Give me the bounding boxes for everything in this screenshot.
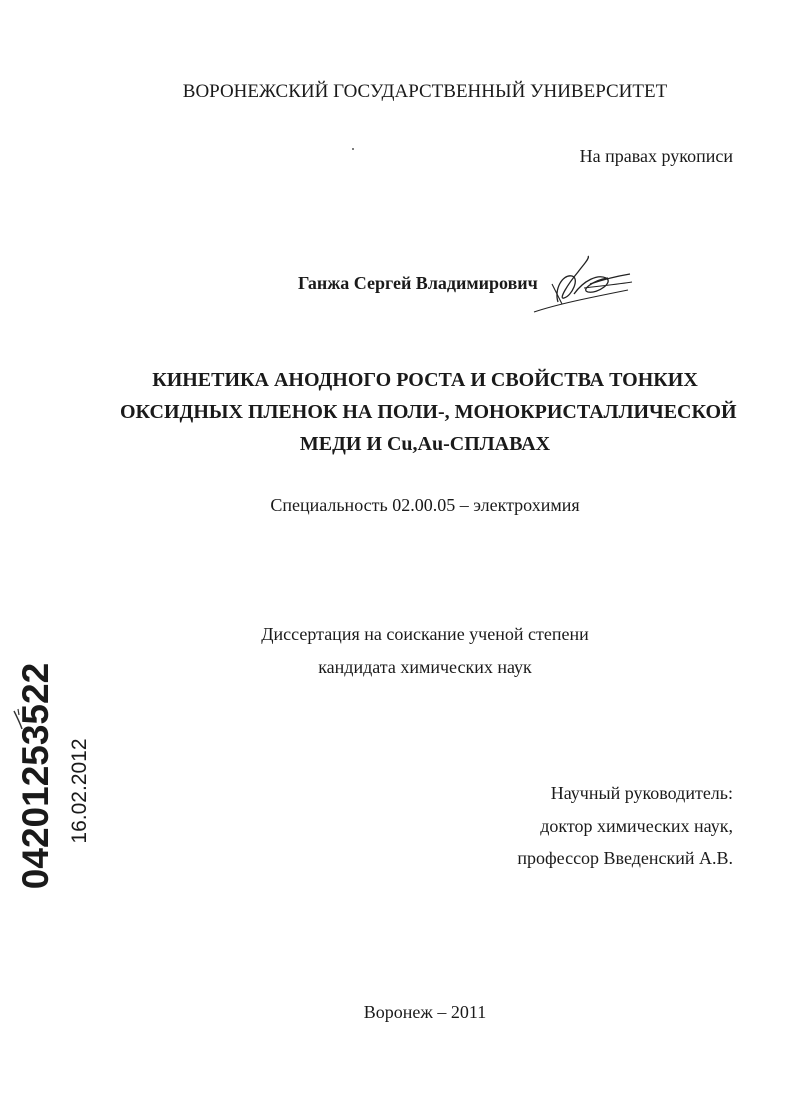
stamp-number: 04201253522: [15, 662, 56, 890]
thesis-title-line: МЕДИ И Cu,Au-СПЛАВАХ: [299, 433, 551, 455]
supervisor-line: Научный руководитель:: [550, 783, 733, 803]
author-signature: [528, 254, 636, 316]
degree-line: Диссертация на соискание ученой степени: [261, 624, 589, 644]
scan-speck: [352, 148, 354, 150]
supervisor-line: профессор Введенский А.В.: [517, 848, 733, 868]
university-name: ВОРОНЕЖСКИЙ ГОСУДАРСТВЕННЫЙ УНИВЕРСИТЕТ: [182, 81, 668, 102]
thesis-title-line: ОКСИДНЫХ ПЛЕНОК НА ПОЛИ-, МОНОКРИСТАЛЛИЧЕСКОЙ: [120, 401, 737, 423]
thesis-title-line: КИНЕТИКА АНОДНОГО РОСТА И СВОЙСТВА ТОНКИХ: [152, 369, 698, 391]
degree-line: кандидата химических наук: [318, 657, 532, 677]
rights-note: На правах рукописи: [579, 146, 733, 166]
stamp-date: 16.02.2012: [68, 738, 91, 844]
author-name: Ганжа Сергей Владимирович: [298, 273, 538, 293]
city-year: Воронеж – 2011: [363, 1002, 487, 1022]
supervisor-line: доктор химических наук,: [540, 816, 733, 836]
specialty: Специальность 02.00.05 – электрохимия: [270, 495, 580, 515]
